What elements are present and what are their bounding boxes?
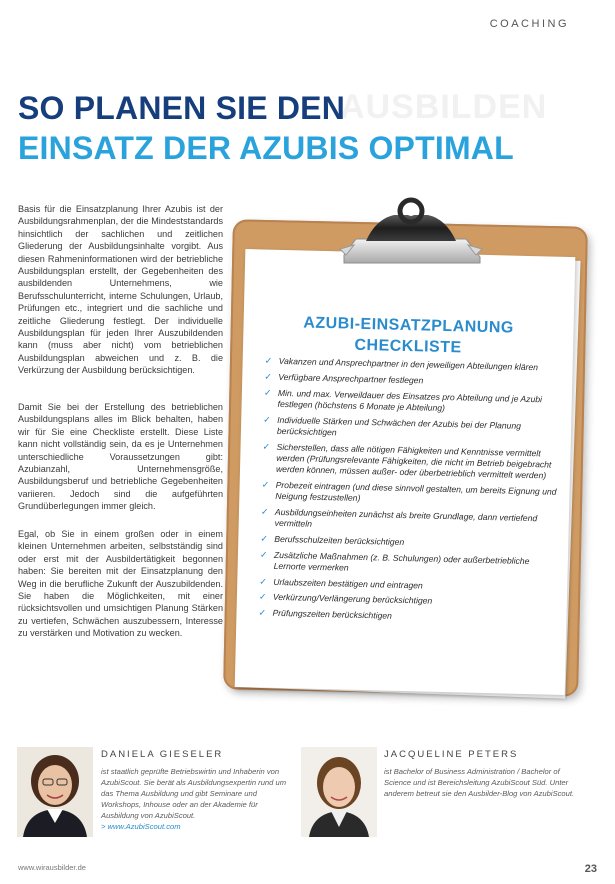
headline-line-1: SO PLANEN SIE DEN [18,90,346,126]
checklist-title-line-1: AZUBI-EINSATZPLANUNG [303,314,515,337]
check-icon: ✓ [260,533,269,544]
checklist-item: ✓ Urlaubszeiten bestätigen und eintragen [259,576,423,591]
ghost-background-text: AUSBILDEN [340,88,548,126]
checklist-item: ✓ Verfügbare Ansprechpartner festlegen [264,371,424,386]
checklist-title [243,311,574,361]
check-icon: ✓ [260,506,269,517]
paragraph: Basis für die Einsatzplanung Ihrer Azubis ist der Ausbildungsrahmenplan, der die Mindeststandards hinsichtlich der sachlichen und zeitlichen Gliederung der Ausbildungsinhalte vorgibt. Aus diesen Rahmeninformationen wird der betriebliche Ausbildungsplan erstellt, der Gegebenheiten des ausbildenden Unternehmens, wie Berufsschulunterricht, interne Schulungen, Urlaub, Prüfungen etc., integriert und die sachliche und zeitliche Gliederung festlegt. Der individuelle Ausbildungsplan für jeden Ihrer Auszubildenden kann (muss aber nicht) vom betrieblichen Ausbildungsplan abweichen und z. B. die Verkürzung der Ausbildung berücksichtigen. [18,204,223,376]
body-column-paragraph-2 [18,401,223,513]
check-icon: ✓ [264,355,273,366]
check-icon: ✓ [258,591,267,603]
footer-url[interactable]: www.wirausbilder.de [18,863,86,872]
checklist-item: ✓ Individuelle Stärken und Schwächen der Azubis bei der Planung berücksichtigen [263,414,522,438]
author-name: JACQUELINE PETERS [384,749,519,760]
checklist-item: ✓ Vakanzen und Ansprechpartner in den jeweiligen Abteilungen klären [264,355,539,373]
page-number: 23 [584,863,597,875]
checklist-paper [235,249,576,695]
body-column-paragraph-3 [18,528,223,640]
body-column-paragraph-1 [18,203,223,377]
checklist-item: ✓ Berufsschulzeiten berücksichtigen [260,533,405,547]
check-icon: ✓ [259,549,268,560]
section-label: COACHING [489,18,569,30]
checklist-title-line-2: CHECKLISTE [354,336,462,357]
author-bio [384,766,584,799]
author-bio-text: ist Bachelor of Business Administration / Bachelor of Science und ist Bereichsleitung AzubiScout Süd. Unter anderem betreut sie den Ausbilder-Blog von AzubiScout. [384,767,575,798]
paragraph: Damit Sie bei der Erstellung des betrieblichen Ausbildungsplans alles im Blick behalten, haben wir für Sie eine Checkliste erstellt. Diese Liste kann nicht vollständig sein, da es je Unternehmen unterschiedliche Voraussetzungen gibt: Azubianzahl, Unternehmensgröße, Ausbildungsberuf und betriebliche Gegebenheiten variieren. Jedoch sind die aufgeführten Grundüberlegungen immer gleich. [18,402,223,512]
checklist-item: ✓ Prüfungszeiten berücksichtigen [258,607,393,621]
paragraph: Egal, ob Sie in einem großen oder in einem kleinen Unternehmen arbeiten, selbstständig sind oder erst mit der Ausbildertätigkeit begonnen haben: Sie bereiten mit der Einsatzplanung den Weg in die berufliche Zukunft der Auszubildenden. Sie haben die Möglichkeiten, mit einer rücksichtsvollen und umsichtigen Planung Stärken zu vertiefen, Schwächen auszubessern, Interesse zu verstärken und Motivation zu wecken. [18,529,223,639]
check-icon: ✓ [261,479,270,490]
checklist-item: ✓ Min. und max. Verweildauer des Einsatzes pro Abteilung und je Azubi festlegen (höchstens 6 Monate je Abteilung) [263,387,543,413]
check-icon: ✓ [263,414,271,425]
checklist-item: ✓ Ausbildungseinheiten zunächst als breite Grundlage, dann vertiefend vermitteln [260,506,538,529]
checklist-item: ✓ Sicherstellen, dass alle nötigen Fähigkeiten und Kenntnisse vermittelt werden (Prüfungsrelevante Fähigkeiten, die nicht im Betrieb beigebracht werden können, müssen außer- oder überbetrieblich vermittelt werden) [262,441,552,481]
author-website-link[interactable]: > www.AzubiScout.com [101,822,181,831]
check-icon: ✓ [264,371,272,382]
author-bio-text: ist staatlich geprüfte Betriebswirtin und Inhaberin von AzubiScout. Sie berät als Ausbildungsexpertin rund um das Thema Ausbildung und gibt Seminare und Workshops, Inhouse oder an der Akademie für Ausbildung von AzubiScout. [101,767,287,820]
headline-line-2: EINSATZ DER AZUBIS OPTIMAL [18,130,514,166]
check-icon: ✓ [259,576,267,587]
checklist-item: ✓ Zusätzliche Maßnahmen (z. B. Schulungen) oder außerbetriebliche Lernorte vermerken [259,549,530,573]
checklist-item: ✓ Verkürzung/Verlängerung berücksichtigen [258,591,433,607]
check-icon: ✓ [262,441,271,452]
checklist [258,356,559,631]
author-name: DANIELA GIESELER [101,749,224,760]
author-photo-jacqueline-peters [301,747,377,837]
checklist-item: ✓ Probezeit eintragen (und diese sinnvoll gestalten, um bereits Eignung und Neigung festzustellen) [261,479,557,503]
clipboard-clip-icon [336,197,486,267]
author-photo-daniela-gieseler [17,747,93,837]
article-headline [18,88,514,168]
check-icon: ✓ [258,607,267,618]
author-bio [101,766,293,832]
check-icon: ✓ [263,387,272,398]
